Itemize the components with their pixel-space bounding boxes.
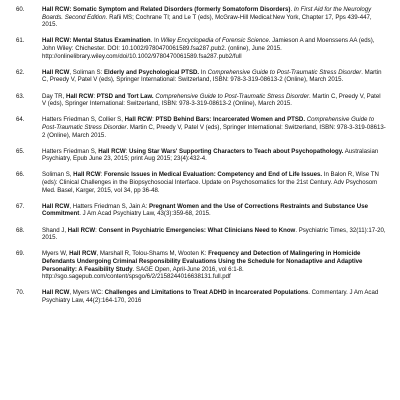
reference-bold-segment: PTSD and Tort Law. — [96, 92, 154, 100]
reference-item — [16, 226, 386, 242]
reference-number: 66. — [16, 171, 25, 179]
reference-segment: . In — [150, 37, 161, 45]
reference-segment: , Hatters Friedman S, Jain A: — [69, 202, 150, 210]
reference-bold-segment: Elderly and Psychological PTSD. — [103, 68, 200, 76]
reference-bold-segment: Hall RCW — [42, 289, 70, 297]
reference-number: 65. — [16, 147, 25, 155]
reference-italic-segment: Comprehensive Guide to Post-Traumatic Stress Disorder — [155, 92, 309, 100]
reference-segment: Australasian Psychiatry, Epub June 23, 2015; print Aug 2015; 23(4):432-4. — [42, 147, 379, 163]
reference-text — [42, 6, 372, 28]
reference-italic-segment: In First Aid for the Neurology Boards. Second Edition. — [42, 6, 372, 21]
reference-item — [16, 6, 386, 29]
reference-segment: Myers W, — [42, 250, 70, 258]
reference-bold-segment: Consent in Psychiatric Emergencies: What Clinicians Need to Know — [98, 226, 296, 234]
reference-bold-segment: Hall RCW — [42, 6, 70, 13]
reference-bold-segment: PTSD Behind Bars: Incarcerated Women and PTSD. — [155, 116, 306, 124]
reference-text — [42, 203, 368, 218]
reference-item — [16, 37, 386, 60]
reference-segment: . Commentary. J Am Acad Psychiatry Law, 44(2):164-170, 2016 — [42, 289, 379, 304]
reference-italic-segment: Wiley Encyclopedia of Forensic Science — [160, 37, 269, 45]
reference-bold-segment: Frequency and Detection of Malingering in Homicide Defendants Undergoing Criminal Responsibility Evaluations Using the Schedule for Nonadaptive and Adaptive Personality: A Feasibility Study — [42, 250, 363, 273]
reference-segment: . Jamieson A and Moenssens AA (eds), John Wiley: Chichester. DOI: 10.1002/9780470061589.fsa287.pub2. (online), June 2015. http://onlinelibrary.wiley.com/doi/10.1002/9780470061589.fsa287.pub2/full — [42, 37, 375, 60]
reference-item — [16, 289, 386, 304]
reference-text — [42, 250, 362, 280]
reference-bold-segment: Hall RCW — [42, 68, 70, 76]
reference-number: 69. — [16, 250, 25, 258]
reference-segment: : — [152, 116, 156, 124]
reference-segment: . Martin C, Preedy V, Patel V (eds), Springer International: Switzerland, ISBN: 978-3-319-08613-2 (Online), March 2015. — [42, 68, 382, 84]
reference-item — [16, 68, 386, 84]
reference-bold-segment: Challenges and Limitations to Treat ADHD in Incarcerated Populations — [104, 289, 309, 297]
reference-bold-segment: : Mental Status Examination — [69, 37, 151, 45]
reference-bold-segment: Somatic Symptom and Related Disorders (formerly Somatoform Disorders) — [73, 6, 291, 13]
reference-segment: . Martin C, Preedy V, Patel V (eds), Springer International: Switzerland, ISBN: 978-3-319-08613-2 (Online), March 2015. — [42, 123, 386, 139]
reference-italic-segment: Comprehensive Guide to Post-Traumatic Stress Disorder — [42, 116, 375, 131]
reference-segment: : — [95, 226, 99, 234]
reference-segment: , Soliman S: — [69, 68, 104, 76]
reference-text — [42, 69, 382, 84]
reference-number: 61. — [16, 37, 25, 45]
reference-segment: Soliman S, — [42, 171, 74, 179]
reference-bold-segment: : — [69, 6, 74, 13]
reference-bold-segment: Hall RCW — [124, 116, 153, 124]
reference-text — [42, 93, 381, 108]
reference-bold-segment: Forensic Issues in Medical Evaluation: Competency and End of Life Issues. — [103, 171, 323, 179]
reference-segment: : — [100, 171, 104, 179]
reference-segment: Hatters Friedman S, — [42, 147, 99, 155]
reference-segment: Rafii MS; Cochrane TI; and Le T (eds), McGraw-Hill Medical:New York, Chapter 17, Pps 439-447, 2015. — [42, 13, 372, 29]
reference-segment: . J Am Acad Psychiatry Law, 43(3):359-68, 2015. — [79, 210, 211, 218]
reference-text — [42, 289, 378, 304]
reference-segment: , Myers WC: — [69, 289, 105, 297]
reference-bold-segment: Hall RCW — [73, 171, 101, 179]
reference-segment: Shand J, — [42, 226, 68, 234]
reference-segment: Hatters Friedman S, Collier S, — [42, 116, 125, 124]
reference-italic-segment: Comprehensive Guide to Post-Traumatic Stress Disorder — [207, 68, 362, 76]
reference-bold-segment: Hall RCW — [65, 92, 94, 100]
reference-segment: . Martin C, Preedy V, Patel V (eds), Springer International: Switzerland, ISBN: 978-3-319-08613-2 (Online), March 2015. — [42, 92, 381, 108]
reference-bold-segment: Hall RCW — [42, 37, 70, 45]
reference-text — [42, 116, 386, 138]
reference-segment: . — [290, 6, 294, 13]
reference-number: 62. — [16, 68, 25, 76]
reference-list — [16, 6, 386, 305]
reference-number: 70. — [16, 289, 25, 297]
reference-item — [16, 250, 386, 281]
reference-segment: . Psychiatric Times, 32(11):17-20, 2015. — [42, 226, 386, 242]
reference-bold-segment: Hall RCW — [67, 226, 96, 234]
reference-segment: Day TR, — [42, 92, 66, 100]
reference-segment: In Balon R, Wise TN (eds): Clinical Challenges in the Biopsychosocial Interface. Update on Psychosomatics for the 21st Century. Adv Psychosom Med. Basel, Karger, 2015, vol 34, pp 36-48. — [42, 171, 379, 194]
reference-segment: In — [199, 68, 208, 76]
reference-bold-segment: Hall RCW — [69, 250, 97, 258]
reference-text — [42, 37, 374, 59]
reference-number: 67. — [16, 202, 25, 210]
reference-number: 68. — [16, 226, 25, 234]
reference-item — [16, 147, 386, 163]
reference-bold-segment: Using Star Wars' Supporting Characters to Teach about Psychopathology. — [129, 147, 344, 155]
reference-bold-segment: Hall RCW — [42, 202, 70, 210]
reference-bold-segment: Hall RCW — [98, 147, 126, 155]
reference-segment: , Marshall R, Tolou-Shams M, Wooten K: — [96, 250, 209, 258]
reference-segment: . SAGE Open, April-June 2016, vol 6:1-8. http://sgo.sagepub.com/content/spsgo/6/2/2158244016638131.full.pdf — [42, 265, 244, 281]
reference-item — [16, 202, 386, 218]
reference-text — [42, 171, 379, 193]
reference-segment: : — [93, 92, 97, 100]
reference-segment: : — [125, 147, 130, 155]
reference-item — [16, 116, 386, 139]
reference-number: 64. — [16, 116, 25, 124]
reference-number: 63. — [16, 92, 25, 100]
reference-bold-segment: Pregnant Women and the Use of Corrections Restraints and Substance Use Commitment — [42, 202, 368, 218]
reference-item — [16, 92, 386, 108]
reference-text — [42, 148, 378, 163]
reference-text — [42, 227, 386, 242]
reference-item — [16, 171, 386, 194]
reference-number: 60. — [16, 6, 25, 13]
